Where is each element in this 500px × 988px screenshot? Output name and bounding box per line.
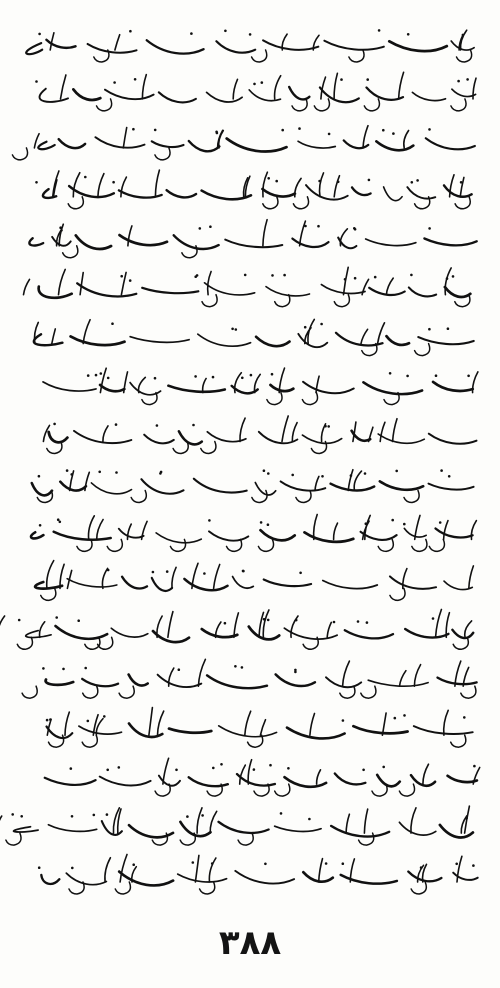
manuscript-line [35,561,473,601]
manuscript-line [46,708,473,748]
manuscript-line [31,515,476,552]
manuscript-line [0,806,473,845]
page-number: ٣٨٨ [218,923,282,963]
manuscript-line [32,469,474,502]
manuscript-line [22,659,477,698]
manuscript-line [35,170,471,209]
manuscript-line [45,758,480,796]
manuscript-line [29,220,476,258]
manuscript-line [26,29,474,62]
manuscript-line [24,267,471,306]
manuscript-line [35,72,476,111]
manuscript-line [34,319,474,355]
manuscript-line [0,610,473,650]
manuscript-line [12,126,475,160]
manuscript-line [38,855,478,895]
manuscript-line [43,416,476,454]
manuscript-line [43,368,478,405]
